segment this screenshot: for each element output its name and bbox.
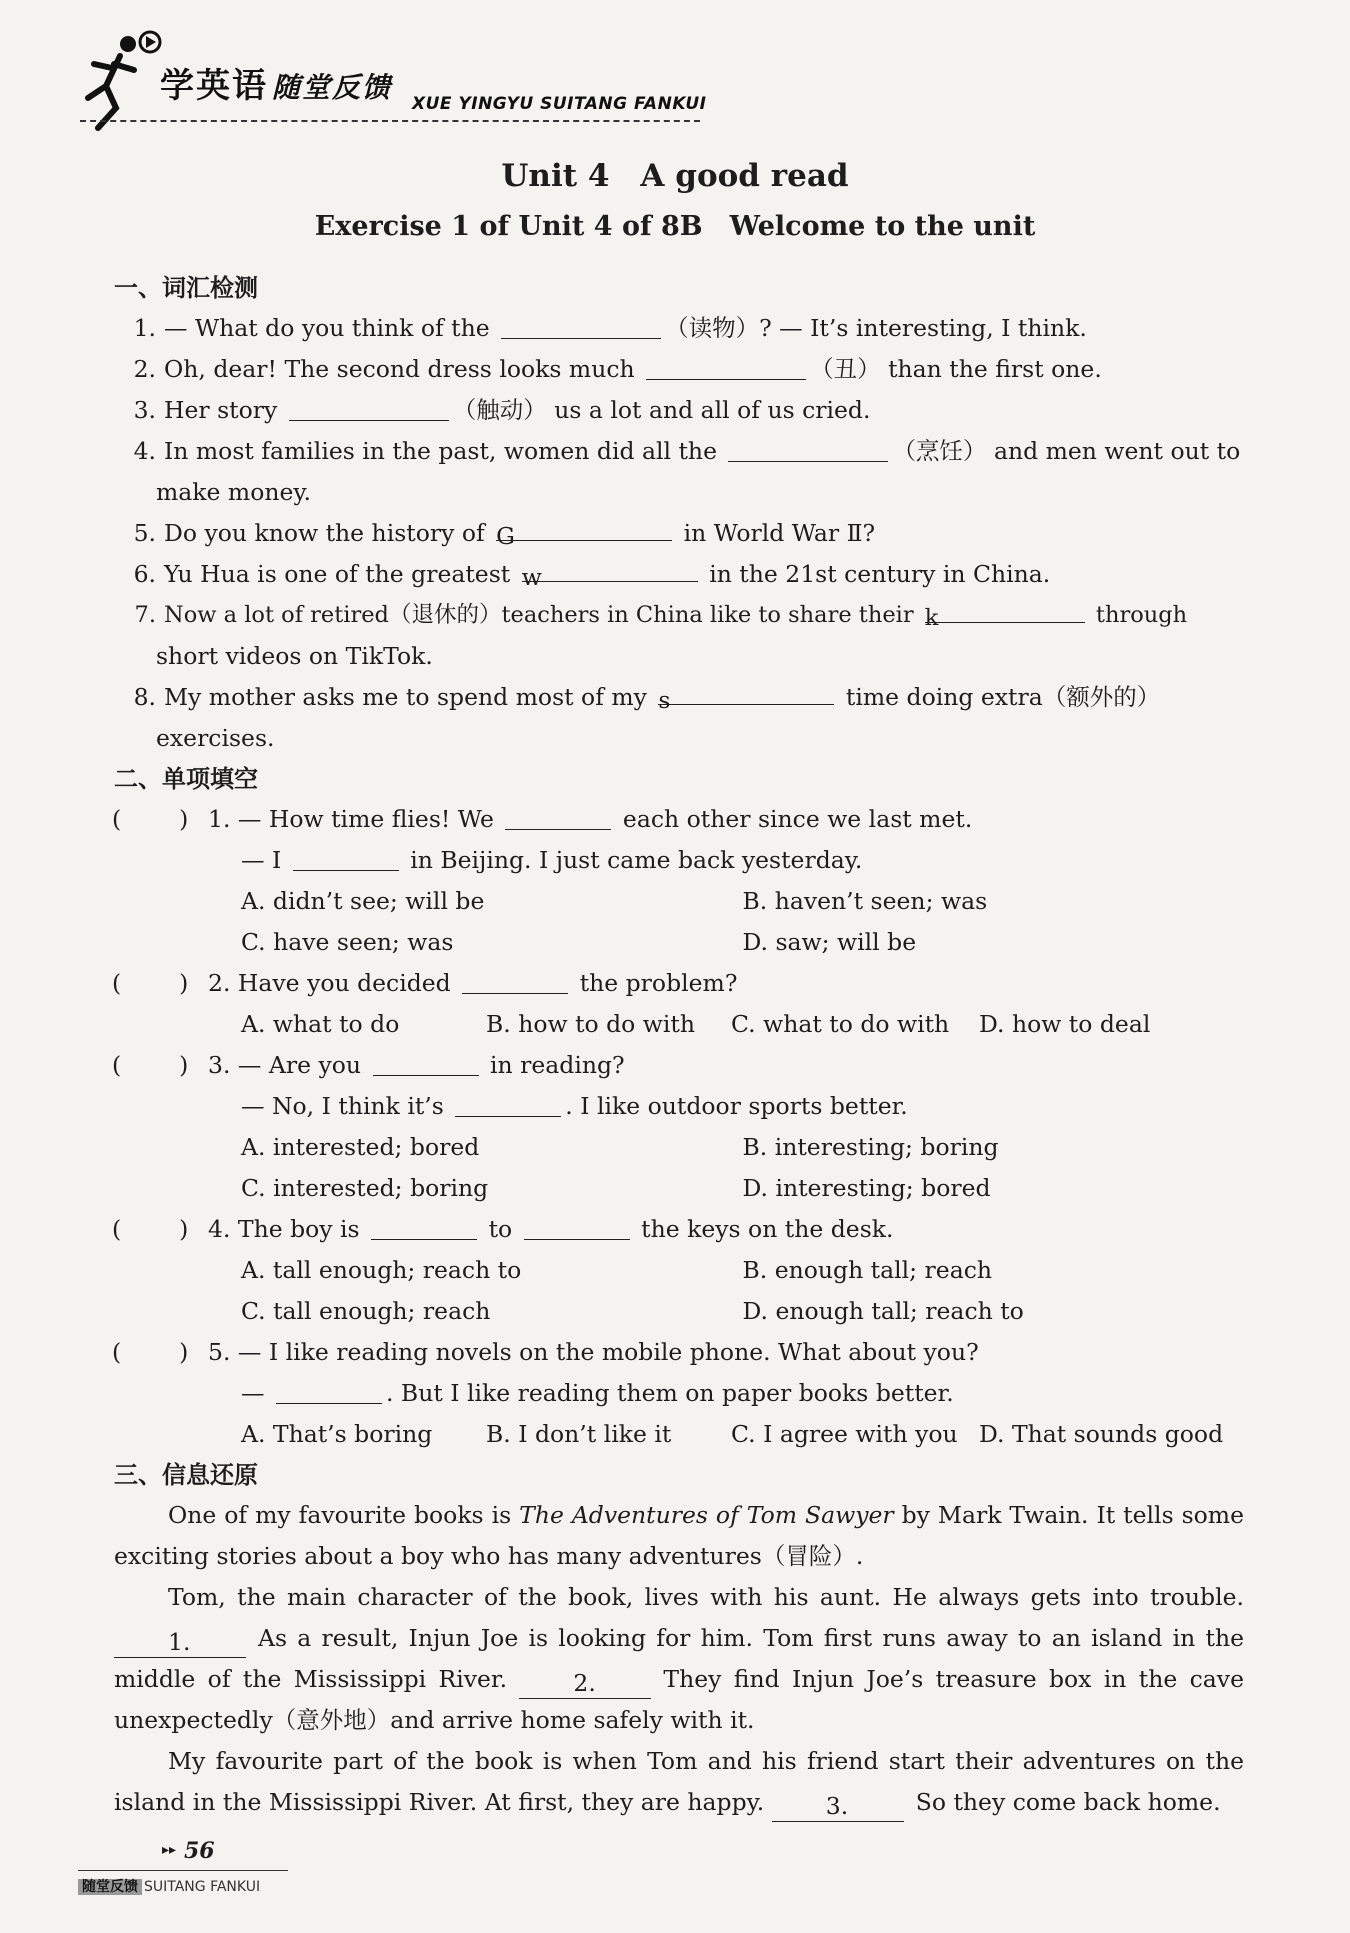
- mc-question-3-options-ab: [114, 1127, 1244, 1168]
- vocab-item-3: [114, 390, 1244, 431]
- option-a[interactable]: A. tall enough; reach to: [241, 1256, 522, 1284]
- item-number: 1.: [133, 314, 156, 342]
- option-b[interactable]: B. interesting; boring: [742, 1133, 999, 1161]
- unit-title: Unit 4 A good read: [501, 158, 849, 194]
- option-a[interactable]: A. didn’t see; will be: [241, 887, 485, 915]
- option-b[interactable]: B. haven’t seen; was: [742, 887, 988, 915]
- question-text: the problem?: [579, 969, 738, 997]
- question-text: . But I like reading them on paper books better.: [385, 1379, 954, 1407]
- footer-rule: [78, 1870, 288, 1871]
- answer-blank[interactable]: [371, 1215, 477, 1240]
- question-number: 3.: [208, 1051, 231, 1079]
- footer: [78, 1838, 318, 1898]
- question-number: 1.: [208, 805, 231, 833]
- option-d[interactable]: D. saw; will be: [742, 928, 917, 956]
- passage-paragraph-1: [114, 1495, 1244, 1577]
- vocab-item-1: [114, 308, 1244, 349]
- option-c[interactable]: C. I agree with you: [731, 1420, 958, 1448]
- paren-close: ): [179, 969, 189, 997]
- passage-text: As a result, Injun Joe is looking for him. Tom first runs away to an island in the middle of the Mississippi River.: [114, 1624, 1244, 1693]
- initial-letter: w: [521, 563, 542, 591]
- passage-text: Tom, the main character of the book, lives with his aunt. He always gets into trouble.: [168, 1583, 1244, 1611]
- option-b[interactable]: B. I don’t like it: [486, 1420, 672, 1448]
- item-text: In most families in the past, women did all the: [164, 437, 717, 465]
- mc-question-1-options-cd: [114, 922, 1244, 963]
- option-a[interactable]: A. interested; bored: [241, 1133, 480, 1161]
- item-number: 4.: [133, 437, 156, 465]
- item-text: Yu Hua is one of the greatest: [164, 560, 511, 588]
- passage-blank-2[interactable]: 2.: [519, 1668, 651, 1699]
- runner-logo-icon: [50, 24, 170, 134]
- question-text: — No, I think it’s: [241, 1092, 444, 1120]
- option-b[interactable]: B. enough tall; reach: [742, 1256, 993, 1284]
- paren-close: ): [179, 805, 189, 833]
- item-text: — What do you think of the: [164, 314, 490, 342]
- section-heading-vocabulary: 一、词汇检测: [114, 274, 258, 302]
- brand-english: XUE YINGYU SUITANG FANKUI: [412, 94, 707, 114]
- section-heading-info-restore: 三、信息还原: [114, 1461, 258, 1489]
- item-number: 8.: [133, 683, 156, 711]
- paren-open: (: [112, 969, 122, 997]
- answer-blank[interactable]: [276, 1379, 382, 1404]
- paren-close: ): [179, 1215, 189, 1243]
- item-hint: in World War Ⅱ?: [683, 519, 876, 547]
- header: [50, 18, 710, 128]
- question-text: to: [488, 1215, 513, 1243]
- passage-text: One of my favourite books is: [168, 1501, 520, 1529]
- item-number: 6.: [133, 560, 156, 588]
- vocab-item-8: [114, 677, 1244, 718]
- item-text: Oh, dear! The second dress looks much: [164, 355, 635, 383]
- footer-tag-cn: 随堂反馈: [78, 1879, 142, 1895]
- mc-question-3: [112, 1045, 1244, 1086]
- paren-close: ): [179, 1051, 189, 1079]
- mc-question-4-options-cd: [114, 1291, 1244, 1332]
- item-hint: time doing extra（额外的）: [845, 683, 1161, 711]
- item-hint: （触动） us a lot and all of us cried.: [452, 396, 871, 424]
- mc-question-4-options-ab: [114, 1250, 1244, 1291]
- question-text: — Are you: [237, 1051, 362, 1079]
- content: [114, 268, 1244, 1823]
- item-hint: in the 21st century in China.: [709, 560, 1051, 588]
- paren-open: (: [112, 805, 122, 833]
- item-text: Do you know the history of: [164, 519, 485, 547]
- vocab-item-2: [114, 349, 1244, 390]
- answer-blank[interactable]: [496, 516, 672, 550]
- option-a[interactable]: A. That’s boring: [241, 1420, 433, 1448]
- paren-open: (: [112, 1215, 122, 1243]
- answer-blank[interactable]: [505, 805, 611, 830]
- vocab-item-7: [114, 595, 1244, 636]
- option-c[interactable]: C. have seen; was: [241, 928, 454, 956]
- mc-question-5-reply: [114, 1373, 1244, 1414]
- item-text: My mother asks me to spend most of my: [164, 683, 647, 711]
- item-number: 5.: [133, 519, 156, 547]
- mc-question-1: [112, 799, 1244, 840]
- passage-paragraph-3: [114, 1741, 1244, 1823]
- passage-text: So they come back home.: [915, 1788, 1221, 1816]
- answer-blank[interactable]: [524, 1215, 630, 1240]
- brand-cn-main: 学英语: [160, 66, 268, 106]
- question-text: in Beijing. I just came back yesterday.: [410, 846, 863, 874]
- item-text: Now a lot of retired（退休的）teachers in China like to share their: [164, 602, 914, 628]
- footer-tag-en: SUITANG FANKUI: [144, 1879, 261, 1895]
- mc-question-4: [112, 1209, 1244, 1250]
- question-text: . I like outdoor sports better.: [565, 1092, 908, 1120]
- brand-cn-sub: 随堂反馈: [272, 71, 393, 104]
- section-heading-multiple-choice: 二、单项填空: [114, 765, 258, 793]
- paren-open: (: [112, 1338, 122, 1366]
- question-text: each other since we last met.: [622, 805, 973, 833]
- passage-text: by Mark Twain. It tells some exciting stories about a boy who has many adventures（冒险）.: [114, 1501, 1244, 1570]
- question-text: — I: [241, 846, 282, 874]
- answer-parentheses[interactable]: [112, 1332, 208, 1373]
- answer-blank[interactable]: [728, 437, 888, 462]
- question-text: — How time flies! We: [237, 805, 494, 833]
- answer-blank[interactable]: [924, 598, 1085, 631]
- mc-question-2: [112, 963, 1244, 1004]
- question-text: in reading?: [490, 1051, 625, 1079]
- question-number: 2.: [208, 969, 231, 997]
- answer-blank[interactable]: [289, 396, 449, 421]
- paren-open: (: [112, 1051, 122, 1079]
- answer-parentheses[interactable]: [112, 963, 208, 1004]
- passage-blank-3[interactable]: 3.: [772, 1791, 904, 1822]
- item-hint: （丑） than the first one.: [810, 355, 1102, 383]
- mc-question-2-options: [114, 1004, 1244, 1045]
- mc-question-3-reply: [114, 1086, 1244, 1127]
- question-number: 5.: [208, 1338, 231, 1366]
- book-title: The Adventures of Tom Sawyer: [519, 1501, 894, 1529]
- exercise-title: Exercise 1 of Unit 4 of 8B Welcome to the unit: [314, 211, 1036, 242]
- page-number: 56: [184, 1838, 215, 1864]
- answer-blank[interactable]: [658, 680, 834, 714]
- question-text: — I like reading novels on the mobile phone. What about you?: [237, 1338, 979, 1366]
- paren-close: ): [179, 1338, 189, 1366]
- option-c[interactable]: C. what to do with: [731, 1010, 950, 1038]
- footer-tag: [78, 1876, 260, 1896]
- item-text: Her story: [164, 396, 278, 424]
- initial-letter: k: [924, 605, 939, 631]
- answer-parentheses[interactable]: [112, 1045, 208, 1086]
- question-number: 4.: [208, 1215, 231, 1243]
- item-number: 2.: [133, 355, 156, 383]
- item-hint: （读物）? — It’s interesting, I think.: [665, 314, 1087, 342]
- mc-question-5-options: [114, 1414, 1244, 1455]
- answer-blank[interactable]: [501, 314, 661, 339]
- header-rule: [80, 120, 700, 122]
- answer-blank[interactable]: [646, 355, 806, 380]
- answer-blank[interactable]: [521, 557, 698, 591]
- answer-blank[interactable]: [293, 846, 399, 871]
- arrow-icon: ▸▸: [162, 1842, 177, 1858]
- option-d[interactable]: D. interesting; bored: [742, 1174, 991, 1202]
- item-hint: （烹饪） and men went out to: [892, 437, 1241, 465]
- option-d[interactable]: D. That sounds good: [979, 1420, 1224, 1448]
- option-b[interactable]: B. how to do with: [486, 1010, 696, 1038]
- option-c[interactable]: C. tall enough; reach: [241, 1297, 491, 1325]
- initial-letter: G: [496, 522, 515, 550]
- brand-chinese: [160, 58, 392, 107]
- vocab-item-4: [114, 431, 1244, 472]
- answer-blank[interactable]: [455, 1092, 561, 1117]
- vocab-item-5: [114, 513, 1244, 554]
- answer-parentheses[interactable]: [112, 799, 208, 840]
- reading-passage: [114, 1495, 1244, 1823]
- option-c[interactable]: C. interested; boring: [241, 1174, 489, 1202]
- vocab-item-6: [114, 554, 1244, 595]
- vocab-item-7-continued: short videos on TikTok.: [156, 642, 433, 670]
- mc-question-3-options-cd: [114, 1168, 1244, 1209]
- question-text: Have you decided: [237, 969, 451, 997]
- item-number: 7.: [134, 602, 156, 628]
- answer-parentheses[interactable]: [112, 1209, 208, 1250]
- question-text: —: [241, 1379, 265, 1407]
- option-a[interactable]: A. what to do: [241, 1010, 400, 1038]
- initial-letter: s: [658, 686, 671, 714]
- item-number: 3.: [133, 396, 156, 424]
- vocab-item-8-continued: exercises.: [156, 724, 275, 752]
- item-hint: through: [1095, 602, 1188, 628]
- passage-text: My favourite part of the book is when Tom and his friend start their adventures on the island in the Mississippi River. At first, they are happy.: [114, 1747, 1244, 1816]
- passage-paragraph-2: [114, 1577, 1244, 1741]
- passage-text: They find Injun Joe’s treasure box in the cave unexpectedly（意外地）and arrive home safely with it.: [114, 1665, 1244, 1734]
- option-d[interactable]: D. how to deal: [979, 1010, 1151, 1038]
- option-d[interactable]: D. enough tall; reach to: [742, 1297, 1024, 1325]
- mc-question-5: [112, 1332, 1244, 1373]
- vocab-item-4-continued: make money.: [156, 478, 312, 506]
- mc-question-1-options-ab: [114, 881, 1244, 922]
- question-text: the keys on the desk.: [641, 1215, 894, 1243]
- mc-question-1-reply: [114, 840, 1244, 881]
- answer-blank[interactable]: [462, 969, 568, 994]
- answer-blank[interactable]: [373, 1051, 479, 1076]
- question-text: The boy is: [237, 1215, 360, 1243]
- passage-blank-1[interactable]: 1.: [114, 1627, 246, 1658]
